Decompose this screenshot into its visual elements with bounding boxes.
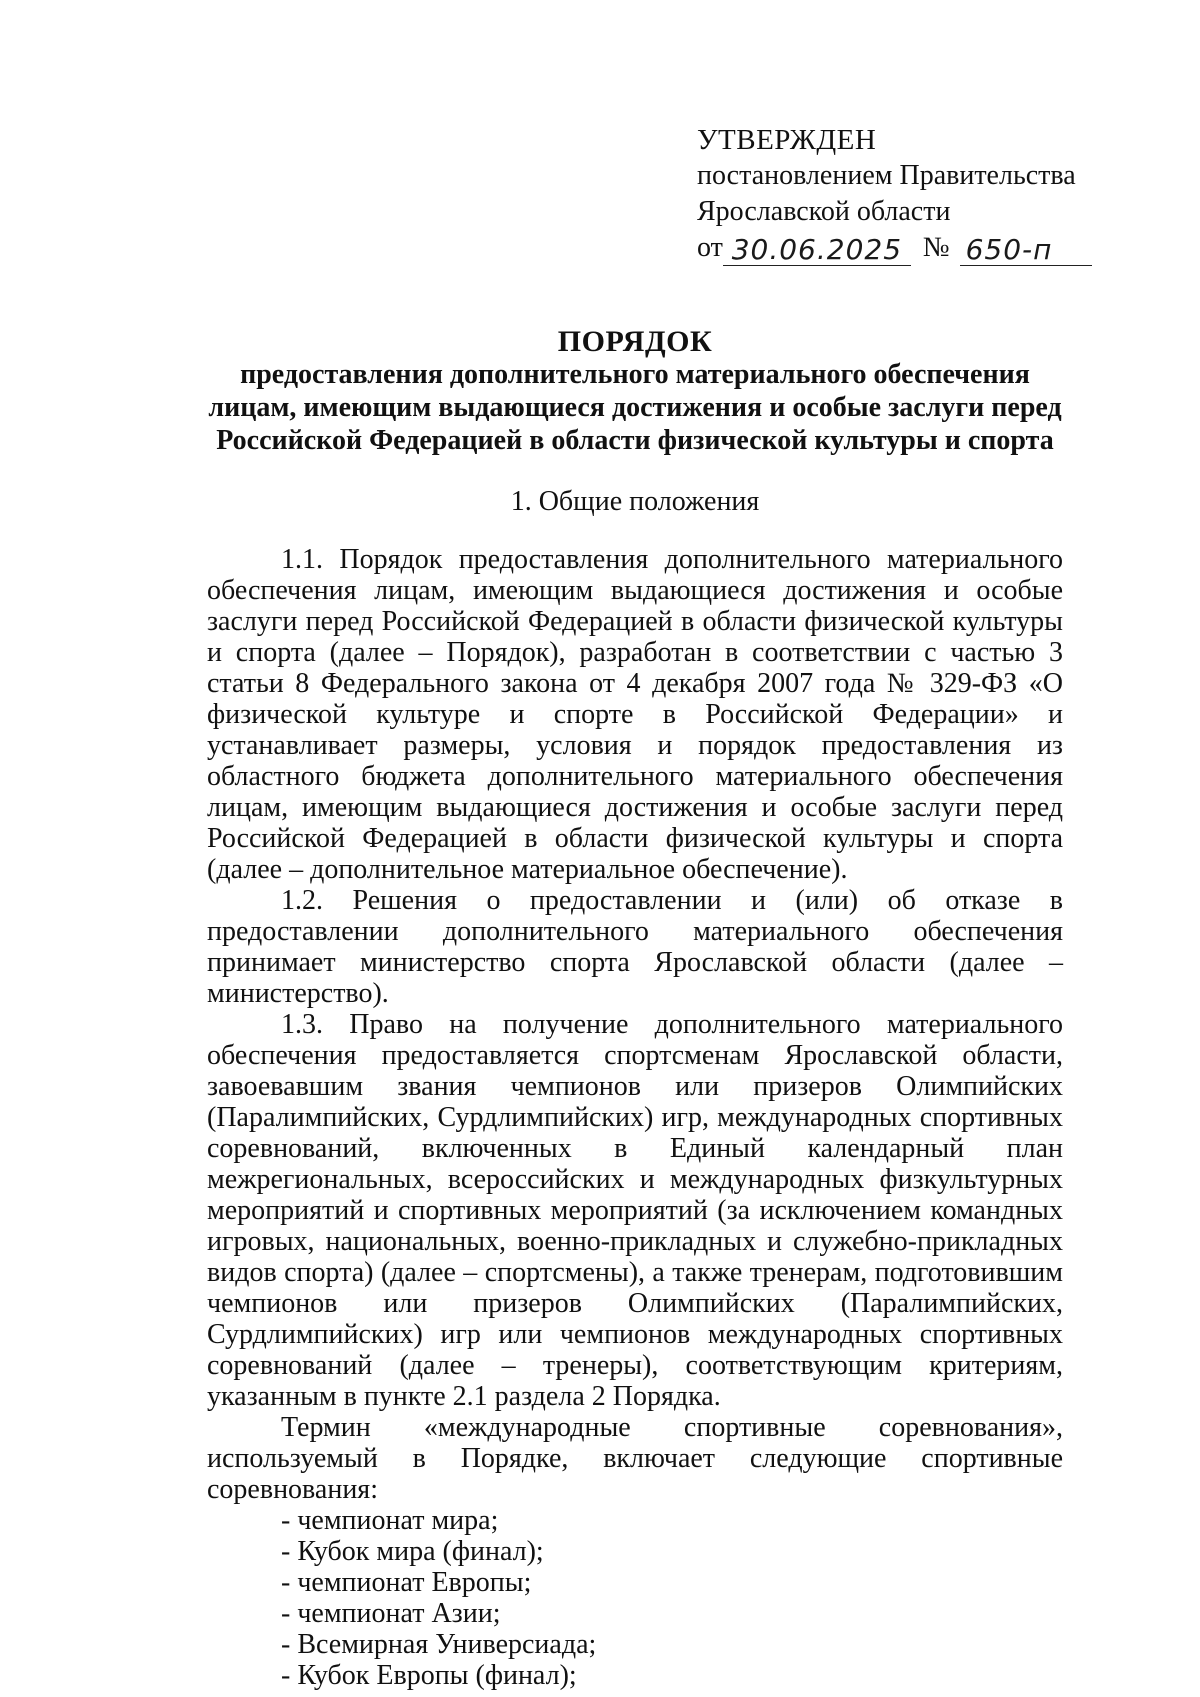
section-heading: 1. Общие положения — [510, 486, 760, 517]
number-sign: № — [922, 232, 950, 263]
paragraph-1-3: 1.3. Право на получение дополнительного материального обеспечения предоставляется спортсменам Ярославской области, завоевавшим звания чемпионов или призеров Олимпийских (Паралимпийских, Сурдлимпийских) игр, международных спортивных соревнований, включенных в Единый календарный план межрегиональных, всероссийских и международных физкультурных мероприятий и спортивных мероприятий (за исключением командных игровых, национальных, военно-прикладных и служебно-прикладных видов спорта) (далее – спортсмены), а также тренерам, подготовившим чемпионов или призеров Олимпийских (Паралимпийских, Сурдлимпийских) игр или чемпионов международных спортивных соревнований (далее – тренеры), соответствующим критериям, указанным в пункте 2.1 раздела 2 Порядка. — [207, 1009, 1063, 1412]
approved-by-line: постановлением Правительства — [697, 160, 1076, 191]
approved-region-line: Ярославской области — [697, 196, 951, 227]
handwritten-number: 650-п — [960, 235, 1092, 266]
paragraph-1-1: 1.1. Порядок предоставления дополнительного материального обеспечения лицам, имеющим выдающиеся достижения и особые заслуги перед Российской Федерацией в области физической культуры и спорта (далее – Порядок), разработан в соответствии с частью 3 статьи 8 Федерального закона от 4 декабря 2007 года № 329-ФЗ «О физической культуре и спорте в Российской Федерации» и устанавливает размеры, условия и порядок предоставления из областного бюджета дополнительного материального обеспечения лицам, имеющим выдающиеся достижения и особые заслуги перед Российской Федерацией в области физической культуры и спорта (далее – дополнительное материальное обеспечение). — [207, 544, 1063, 885]
list-item: - чемпионат Европы; — [281, 1567, 532, 1598]
list-item: - Всемирная Универсиада; — [281, 1629, 597, 1660]
list-item: - Кубок мира (финал); — [281, 1536, 544, 1567]
document-subtitle: предоставления дополнительного материального обеспечения лицам, имеющим выдающиеся достижения и особые заслуги перед Российской Федерацией в области физической культуры и спорта — [208, 359, 1062, 456]
paragraph-1-2: 1.2. Решения о предоставлении и (или) об отказе в предоставлении дополнительного материального обеспечения принимает министерство спорта Ярославской области (далее – министерство). — [207, 885, 1063, 1009]
approved-label: УТВЕРЖДЕН — [697, 124, 877, 156]
handwritten-date: 30.06.2025 — [723, 235, 911, 266]
list-item: - чемпионат Азии; — [281, 1598, 501, 1629]
list-item: - чемпионат мира; — [281, 1505, 499, 1536]
approval-date-row — [697, 230, 1092, 266]
paragraph-term: Термин «международные спортивные соревнования», используемый в Порядке, включает следующие спортивные соревнования: — [207, 1412, 1063, 1505]
from-label: от — [697, 232, 723, 263]
document-body — [207, 544, 1063, 1691]
list-item: - Кубок Европы (финал); — [281, 1660, 577, 1691]
approval-stamp-block — [697, 122, 1092, 266]
document-title: ПОРЯДОК — [557, 325, 713, 358]
